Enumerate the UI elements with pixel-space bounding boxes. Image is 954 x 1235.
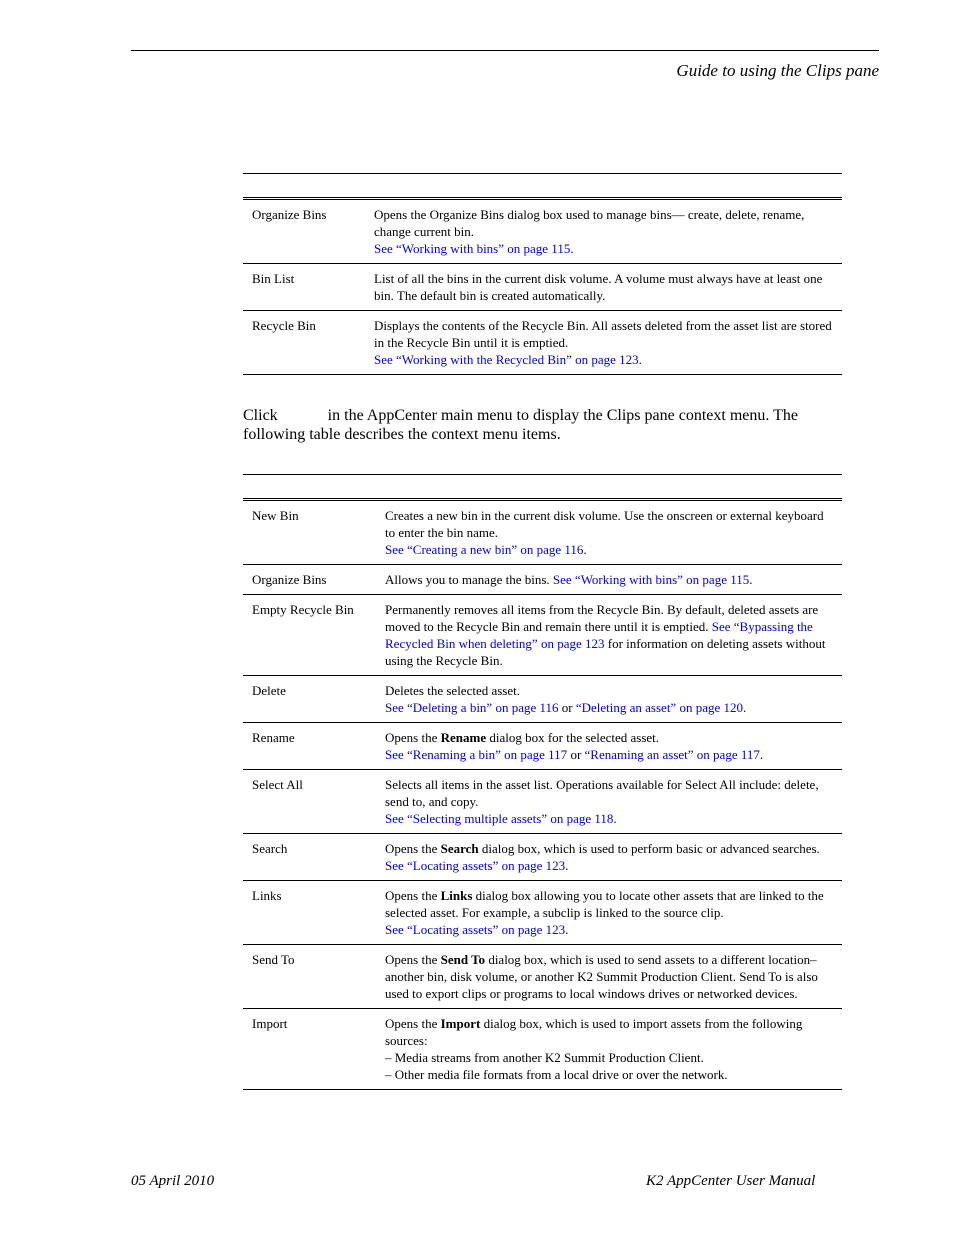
description-text: Opens the Organize Bins dialog box used to manage bins— create, delete, rename, change current bin. bbox=[374, 207, 805, 239]
row-label: Recycle Bin bbox=[243, 311, 374, 375]
link-selecting-multiple-assets[interactable]: See “Selecting multiple assets” on page 118 bbox=[385, 811, 614, 826]
link-working-with-bins[interactable]: See “Working with bins” on page 115 bbox=[552, 572, 750, 587]
table-row bbox=[243, 199, 842, 264]
row-label: Rename bbox=[243, 723, 385, 770]
row-label: Send To bbox=[243, 945, 385, 1009]
row-description bbox=[385, 676, 842, 723]
row-description bbox=[385, 595, 842, 676]
table-header-row bbox=[243, 174, 842, 199]
intro-text-before: Click bbox=[243, 407, 278, 424]
link-locating-assets[interactable]: See “Locating assets” on page 123 bbox=[385, 858, 566, 873]
list-item: – Media streams from another K2 Summit Production Client. bbox=[385, 1050, 704, 1065]
description-text: dialog box, which is used to perform basic or advanced searches. bbox=[478, 841, 820, 856]
intro-text-after: in the AppCenter main menu to display the Clips pane context menu. The following table describes the context menu items. bbox=[243, 407, 798, 443]
description-text: Permanently removes all items from the Recycle Bin. By default, deleted assets are moved to the Recycle Bin and remain there until it is emptied. bbox=[385, 602, 819, 634]
table-header bbox=[243, 475, 842, 500]
row-description bbox=[385, 723, 842, 770]
description-text: Deletes the selected asset. bbox=[385, 683, 520, 698]
link-locating-assets[interactable]: See “Locating assets” on page 123 bbox=[385, 922, 566, 937]
footer-manual-title: K2 AppCenter User Manual bbox=[646, 1173, 816, 1189]
description-text: Opens the bbox=[385, 730, 441, 745]
page-header-title: Guide to using the Clips pane bbox=[676, 61, 879, 80]
link-working-with-recycled-bin[interactable]: See “Working with the Recycled Bin” on page 123 bbox=[374, 352, 639, 367]
dialog-name: Send To bbox=[440, 952, 486, 967]
conjunction: or bbox=[558, 700, 576, 715]
list-item: – Other media file formats from a local drive or over the network. bbox=[385, 1067, 728, 1082]
row-label: Select All bbox=[243, 770, 385, 834]
table-header-row bbox=[243, 475, 842, 500]
dialog-name: Rename bbox=[440, 730, 487, 745]
punctuation: . bbox=[583, 542, 587, 557]
description-text: for information on deleting assets without using the Recycle Bin. bbox=[385, 636, 826, 668]
description-text: Opens the bbox=[385, 888, 441, 903]
description-text: dialog box, which is used to import assets from the following sources: bbox=[385, 1016, 803, 1048]
table-header bbox=[243, 174, 842, 199]
description-text: Opens the bbox=[385, 841, 441, 856]
row-label: Empty Recycle Bin bbox=[243, 595, 385, 676]
row-description bbox=[385, 834, 842, 881]
description-text: Displays the contents of the Recycle Bin. All assets deleted from the asset list are stored in the Recycle Bin until it is emptied. bbox=[374, 318, 832, 350]
row-label: Search bbox=[243, 834, 385, 881]
link-renaming-bin[interactable]: See “Renaming a bin” on page 117 bbox=[385, 747, 568, 762]
description-text: dialog box, which is used to send assets to a different location– another bin, disk volume, or another K2 Summit Production Client. Send To is also used to export clips or programs to local windows drives or networked devices. bbox=[385, 952, 818, 1001]
table-row bbox=[243, 834, 842, 881]
description-text: Selects all items in the asset list. Operations available for Select All include: delete, send to, and copy. bbox=[385, 777, 819, 809]
description-text: List of all the bins in the current disk volume. A volume must always have at least one bin. The default bin is created automatically. bbox=[374, 271, 823, 303]
dialog-name: Import bbox=[440, 1016, 481, 1031]
table-row bbox=[243, 595, 842, 676]
context-menu-table bbox=[243, 474, 842, 1090]
description-text: Creates a new bin in the current disk volume. Use the onscreen or external keyboard to enter the bin name. bbox=[385, 508, 824, 540]
row-label: Organize Bins bbox=[243, 565, 385, 595]
table-row bbox=[243, 945, 842, 1009]
row-description bbox=[385, 565, 842, 595]
row-label: Bin List bbox=[243, 264, 374, 311]
link-creating-new-bin[interactable]: See “Creating a new bin” on page 116 bbox=[385, 542, 584, 557]
table-row bbox=[243, 1009, 842, 1090]
row-label: New Bin bbox=[243, 500, 385, 565]
table-row bbox=[243, 264, 842, 311]
footer-date: 05 April 2010 bbox=[131, 1173, 215, 1189]
table-row bbox=[243, 770, 842, 834]
row-description bbox=[385, 770, 842, 834]
row-description bbox=[385, 500, 842, 565]
row-label: Links bbox=[243, 881, 385, 945]
punctuation: . bbox=[565, 922, 569, 937]
description-text: dialog box allowing you to locate other assets that are linked to the selected asset. For example, a subclip is linked to the source clip. bbox=[385, 888, 824, 920]
punctuation: . bbox=[565, 858, 569, 873]
punctuation: . bbox=[613, 811, 617, 826]
row-label: Import bbox=[243, 1009, 385, 1090]
table-row bbox=[243, 311, 842, 375]
punctuation: . bbox=[743, 700, 747, 715]
link-renaming-asset[interactable]: “Renaming an asset” on page 117 bbox=[584, 747, 760, 762]
row-description bbox=[374, 264, 842, 311]
dialog-name: Links bbox=[440, 888, 473, 903]
link-bypassing-recycled-bin[interactable]: See “Bypassing the Recycled Bin when deleting” on page 123 bbox=[385, 619, 813, 651]
row-description bbox=[374, 199, 842, 264]
context-menu-intro bbox=[243, 406, 842, 444]
row-description bbox=[374, 311, 842, 375]
header-rule bbox=[131, 50, 879, 51]
description-text: Allows you to manage the bins. bbox=[385, 572, 553, 587]
punctuation: . bbox=[638, 352, 642, 367]
row-label: Organize Bins bbox=[243, 199, 374, 264]
description-text: Opens the bbox=[385, 952, 441, 967]
table-row bbox=[243, 500, 842, 565]
row-description bbox=[385, 1009, 842, 1090]
table-row bbox=[243, 881, 842, 945]
row-description bbox=[385, 881, 842, 945]
row-label: Delete bbox=[243, 676, 385, 723]
table-row bbox=[243, 723, 842, 770]
table-row bbox=[243, 565, 842, 595]
punctuation: . bbox=[759, 747, 764, 762]
punctuation: . bbox=[749, 572, 753, 587]
link-deleting-asset[interactable]: “Deleting an asset” on page 120 bbox=[575, 700, 743, 715]
description-text: dialog box for the selected asset. bbox=[486, 730, 660, 745]
link-working-with-bins[interactable]: See “Working with bins” on page 115 bbox=[374, 241, 571, 256]
table-row bbox=[243, 676, 842, 723]
description-text: Opens the bbox=[385, 1016, 441, 1031]
punctuation: . bbox=[570, 241, 574, 256]
conjunction: or bbox=[567, 747, 585, 762]
link-deleting-bin[interactable]: See “Deleting a bin” on page 116 bbox=[385, 700, 559, 715]
row-description bbox=[385, 945, 842, 1009]
dialog-name: Search bbox=[440, 841, 479, 856]
bins-table bbox=[243, 173, 842, 375]
